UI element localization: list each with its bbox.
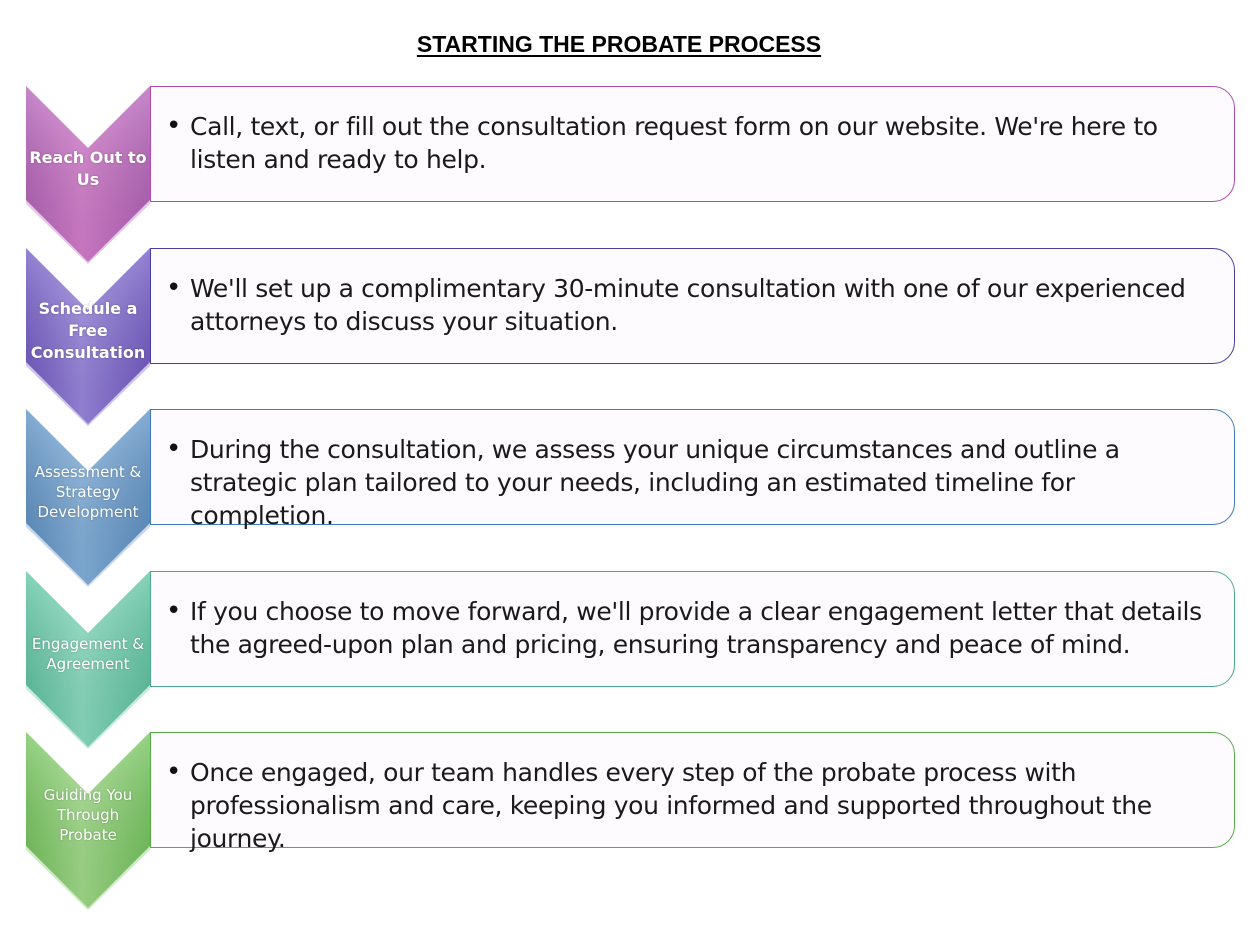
bullet-icon: •: [166, 434, 182, 464]
step-description: We'll set up a complimentary 30-minute consultation with one of our experienced attorneys to discuss your situation.: [190, 273, 1186, 336]
step-description: Call, text, or fill out the consultation request form on our website. We're here to listen and ready to help.: [190, 112, 1158, 174]
step-description: Once engaged, our team handles every step of the probate process with professionalism and care, keeping you informed and supported throughout the journey.: [190, 758, 1152, 853]
step-label: Engagement & Agreement: [31, 634, 145, 673]
chevron-arrow: [26, 248, 150, 424]
chevron-arrow: [26, 571, 150, 747]
bullet-icon: •: [166, 595, 182, 626]
bullet-icon: •: [166, 272, 182, 303]
step-label: Guiding You Through Probate: [43, 786, 133, 844]
step-description: During the consultation, we assess your unique circumstances and outline a strategic plan tailored to your needs, including an estimated timeline for completion.: [190, 435, 1120, 530]
step-label: Schedule a Free Consultation: [30, 298, 146, 362]
bullet-icon: •: [166, 757, 182, 787]
chevron-arrow: [26, 409, 150, 585]
bullet-icon: •: [166, 111, 182, 141]
diagram-title: STARTING THE PROBATE PROCESS: [416, 31, 822, 57]
chevron-arrow: [26, 732, 150, 908]
chevron-arrow: [26, 86, 150, 262]
step-label: Reach Out to Us: [29, 148, 147, 189]
step-description: If you choose to move forward, we'll provide a clear engagement letter that details the agreed-upon plan and pricing, ensuring transparency and peace of mind.: [190, 596, 1202, 659]
step-label: Assessment & Strategy Development: [34, 463, 142, 521]
